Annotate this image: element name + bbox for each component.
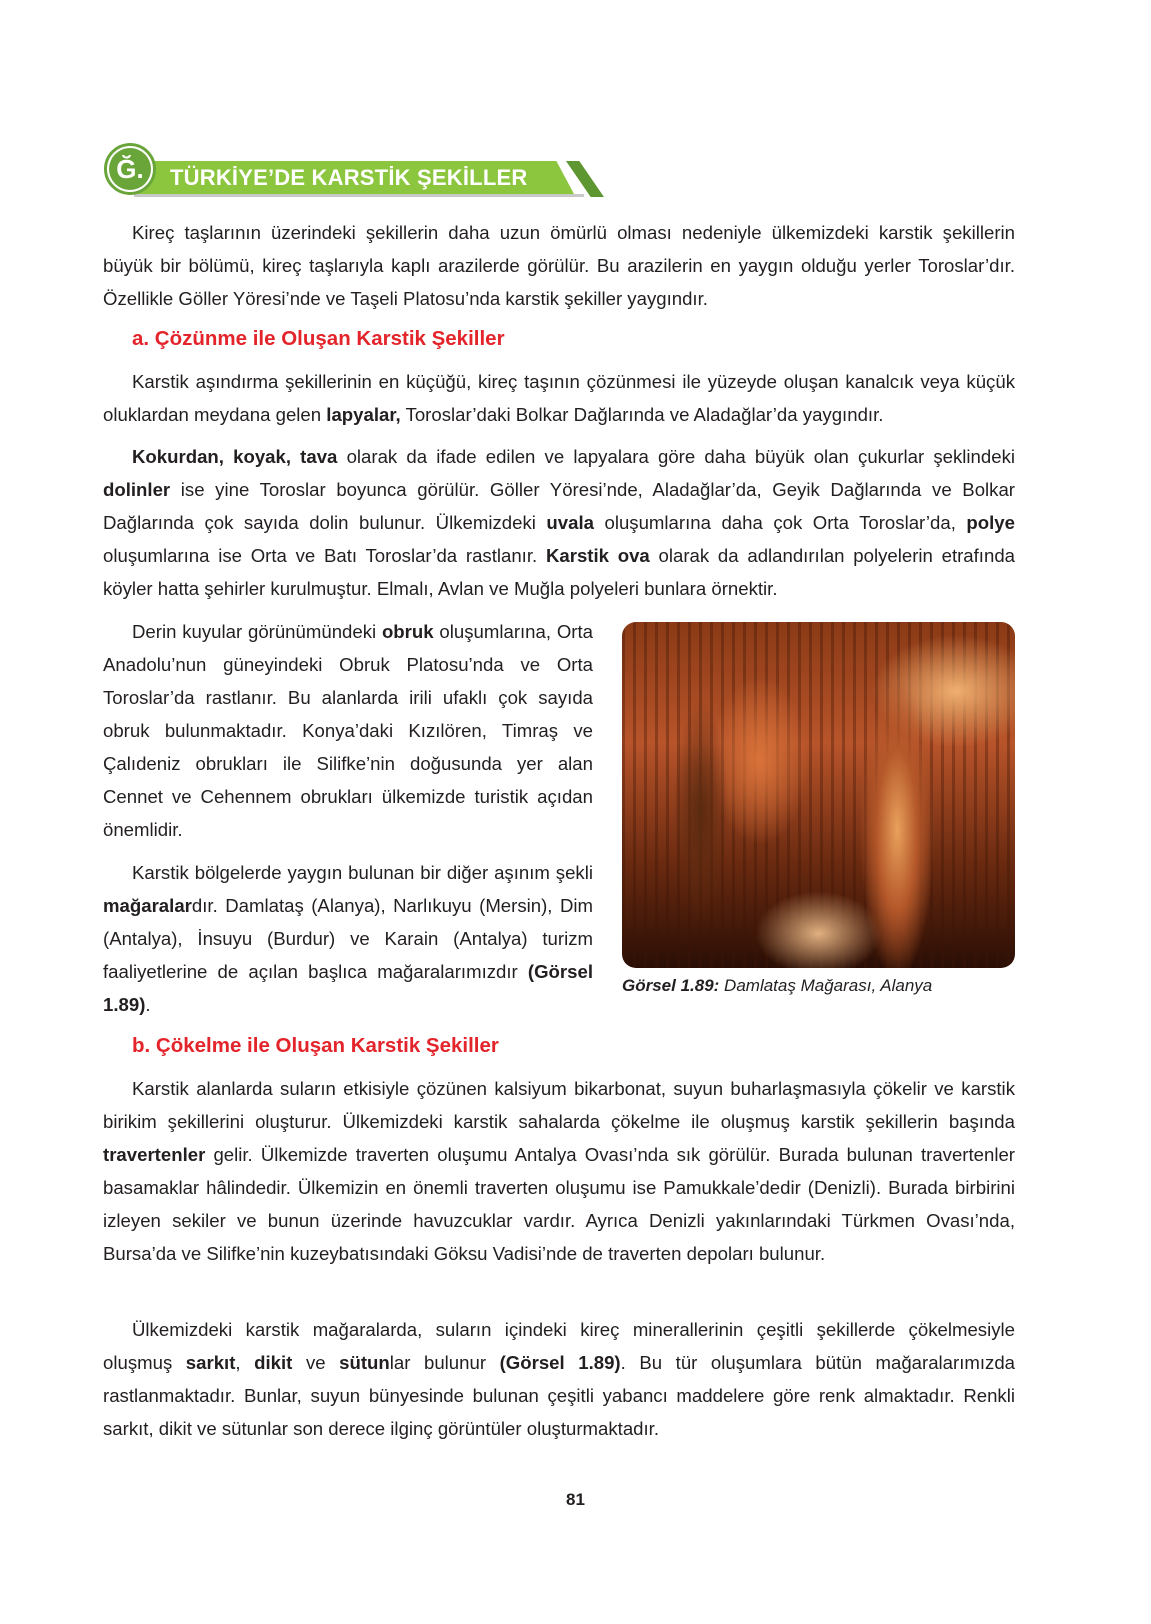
bold-term: obruk [381,621,434,642]
text-run: dır. Damlataş (Alanya), Narlıkuyu (Mersin), Dim (Antalya), İnsuyu (Burdur) ve Karain (Antalya) turizm faaliyetlerine de açılan başlıca mağaralarımızdır [103,895,593,982]
bold-term: dikit [254,1352,293,1373]
text-run: . [145,994,151,1015]
bold-term: sarkıt [185,1352,236,1373]
text-run: Toroslar’daki Bolkar Dağlarında ve Aladağlar’da yaygındır. [400,404,884,425]
bold-term: dolinler [103,479,171,500]
text-run: gelir. Ülkemizde traverten oluşumu Antalya Ovası’nda sık görülür. Burada bulunan travertenler basamaklar hâlindedir. Ülkemizin en önemli traverten oluşumu ise Pamukkale’dedir (Denizli). Burada birbirini izleyen sekiler ve bunun üzerinde havuzcuklar vardır. Ayrıca Denizli yakınlarındaki Türkmen Ovası’nda, Bursa’da ve Silifke’nin kuzeybatısındaki Göksu Vadisi’nde de traverten depoları bulunur. [103,1144,1015,1264]
figure-caption-text: Damlataş Mağarası, Alanya [719,976,933,995]
bold-term: polye [966,512,1015,533]
bold-term: sütun [339,1352,390,1373]
subheading-a: a. Çözünme ile Oluşan Karstik Şekiller [132,327,505,350]
bold-term: lapyalar, [326,404,401,425]
text-run: oluşumlarına ise Orta ve Batı Toroslar’da rastlanır. [103,545,546,566]
cave-photo [622,622,1015,968]
text-run: Derin kuyular görünümündeki [132,621,382,642]
text-run: Karstik alanlarda suların etkisiyle çözünen kalsiyum bikarbonat, suyun buharlaşmasıyla çökelir ve karstik birikim şekillerini oluşturur. Ülkemizdeki karstik sahalarda çökelme ile oluşmuş karstik şekillerin başında [103,1078,1015,1132]
section-letter: Ğ. [109,148,151,190]
text-run: olarak da ifade edilen ve lapyalara göre daha büyük olan çukurlar şeklindeki [337,446,1015,467]
text-run: Ülkemizdeki karstik mağaralarda, suların içindeki kireç minerallerinin çeşitli şekillerde çökelmesiyle oluşmuş [103,1319,1015,1373]
figure-label: Görsel 1.89: [622,976,720,995]
text-run: ise yine Toroslar boyunca görülür. Göller Yöresi’nde, Aladağlar’da, Geyik Dağlarında ve Bolkar Dağlarında çok sayıda dolin bulunur. Ülkemizdeki [103,479,1015,533]
paragraph [103,1313,1015,1445]
text-run: lar bulunur [389,1352,500,1373]
text-run: olarak da adlandırılan polyelerin etrafında köyler hatta şehirler kurulmuştur. Elmalı, Avlan ve Muğla polyeleri bunlara örnektir. [103,545,1015,599]
paragraph [103,856,593,1021]
text-run: . Bu tür oluşumlara bütün mağaralarımızda rastlanmaktadır. Bunlar, suyun bünyesinde bulunan çeşitli yabancı maddelere göre renk almaktadır. Renkli sarkıt, dikit ve sütunlar son derece ilginç görüntüler oluşturmaktadır. [103,1352,1015,1439]
bold-term: (Görsel 1.89) [103,961,593,1015]
subheading-b: b. Çökelme ile Oluşan Karstik Şekiller [132,1034,499,1057]
paragraph [103,365,1015,431]
paragraph [103,440,1015,605]
text-run: , [235,1352,255,1373]
paragraph [103,1072,1015,1270]
section-title: TÜRKİYE’DE KARSTİK ŞEKİLLER [170,165,528,190]
text-run: Karstik bölgelerde yaygın bulunan bir diğer aşınım şekli [132,862,593,883]
text-run: oluşumlarına, Orta Anadolu’nun güneyindeki Obruk Platosu’nda ve Orta Toroslar’da rastlanır. Bu alanlarda irili ufaklı çok sayıda obruk bulunmaktadır. Konya’daki Kızılören, Timraş ve Çalıdeniz obrukları ile Silifke’nin doğusunda yer alan Cennet ve Cehennem obrukları ülkemizde turistik açıdan önemlidir. [103,621,593,840]
paragraph [103,615,593,846]
bold-term: Karstik ova [545,545,650,566]
text-run: oluşumlarına daha çok Orta Toroslar’da, [593,512,967,533]
text-run: Karstik aşındırma şekillerinin en küçüğü, kireç taşının çözünmesi ile yüzeyde oluşan kanalcık veya küçük oluklardan meydana gelen [103,371,1015,425]
bold-term: mağaralar [103,895,192,916]
bold-term: travertenler [103,1144,206,1165]
page-number: 81 [566,1490,585,1509]
section-letter-badge [104,143,156,195]
text-run: ve [292,1352,340,1373]
bold-term: Kokurdan, koyak, tava [132,446,338,467]
paragraph [103,216,1015,315]
bold-term: (Görsel 1.89) [499,1352,621,1373]
section-header [104,143,604,201]
text-run: Kireç taşlarının üzerindeki şekillerin daha uzun ömürlü olması nedeniyle ülkemizdeki karstik şekillerin büyük bir bölümü, kireç taşlarıyla kaplı arazilerde görülür. Bu arazilerin en yaygın olduğu yerler Toroslar’dır. Özellikle Göller Yöresi’nde ve Taşeli Platosu’nda karstik şekiller yaygındır. [103,222,1015,309]
figure-caption [622,975,932,997]
bold-term: uvala [546,512,594,533]
